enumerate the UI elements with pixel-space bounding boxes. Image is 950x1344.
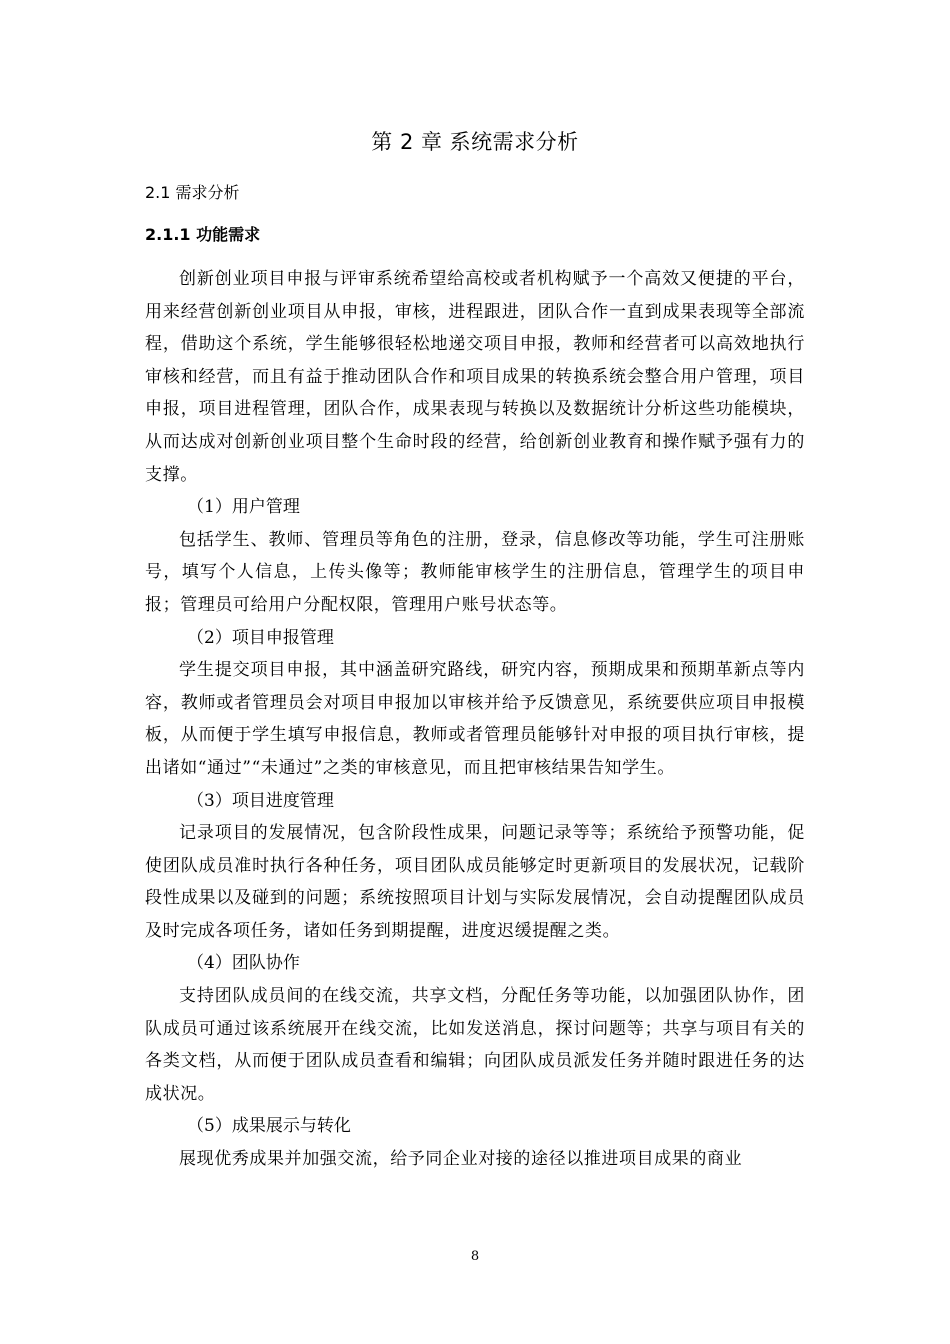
page-number: 8 xyxy=(470,1249,480,1264)
item-body-user-management: 包括学生、教师、管理员等角色的注册，登录，信息修改等功能，学生可注册账号，填写个人信息，上传头像等；教师能审核学生的注册信息，管理学生的项目申报；管理员可给用户分配权限，管理用户账号状态等。 xyxy=(145,529,805,615)
subsection-heading: 2.1.1 功能需求 xyxy=(145,225,261,244)
item-heading-project-progress: （3）项目进度管理 xyxy=(187,790,334,811)
item-body-project-progress: 记录项目的发展情况，包含阶段性成果，问题记录等等；系统给予预警功能，促使团队成员准时执行各种任务，项目团队成员能够定时更新项目的发展状况，记载阶段性成果以及碰到的问题；系统按照项目计划与实际发展情况，会自动提醒团队成员及时完成各项任务，诸如任务到期提醒，进度迟缓提醒之类。 xyxy=(145,823,805,941)
item-heading-team-collaboration: （4）团队协作 xyxy=(187,953,300,974)
item-body-team-collaboration: 支持团队成员间的在线交流，共享文档，分配任务等功能，以加强团队协作，团队成员可通过该系统展开在线交流，比如发送消息，探讨问题等；共享与项目有关的各类文档，从而便于团队成员查看和编辑；向团队成员派发任务并随时跟进任务的达成状况。 xyxy=(145,986,805,1104)
item-heading-results-showcase: （5）成果展示与转化 xyxy=(187,1116,351,1137)
chapter-title: 第 2 章 系统需求分析 xyxy=(371,130,579,154)
section-heading: 2.1 需求分析 xyxy=(145,183,240,202)
intro-paragraph: 创新创业项目申报与评审系统希望给高校或者机构赋予一个高效又便捷的平台，用来经营创新创业项目从申报，审核，进程跟进，团队合作一直到成果表现等全部流程，借助这个系统，学生能够很轻松地递交项目申报，教师和经营者可以高效地执行审核和经营，而且有益于推动团队合作和项目成果的转换系统会整合用户管理，项目申报，项目进程管理，团队合作，成果表现与转换以及数据统计分析这些功能模块，从而达成对创新创业项目整个生命时段的经营，给创新创业教育和操作赋予强有力的支撑。 xyxy=(145,269,805,485)
page-content xyxy=(145,126,805,1176)
item-heading-project-application: （2）项目申报管理 xyxy=(187,627,334,648)
item-body-results-showcase: 展现优秀成果并加强交流，给予同企业对接的途径以推进项目成果的商业 xyxy=(179,1149,743,1170)
item-body-project-application: 学生提交项目申报，其中涵盖研究路线，研究内容，预期成果和预期革新点等内容，教师或者管理员会对项目申报加以审核并给予反馈意见，系统要供应项目申报模板，从而便于学生填写申报信息，教师或者管理员能够针对申报的项目执行审核，提出诸如“通过”“未通过”之类的审核意见，而且把审核结果告知学生。 xyxy=(145,660,805,778)
item-heading-user-management: （1）用户管理 xyxy=(187,497,300,518)
